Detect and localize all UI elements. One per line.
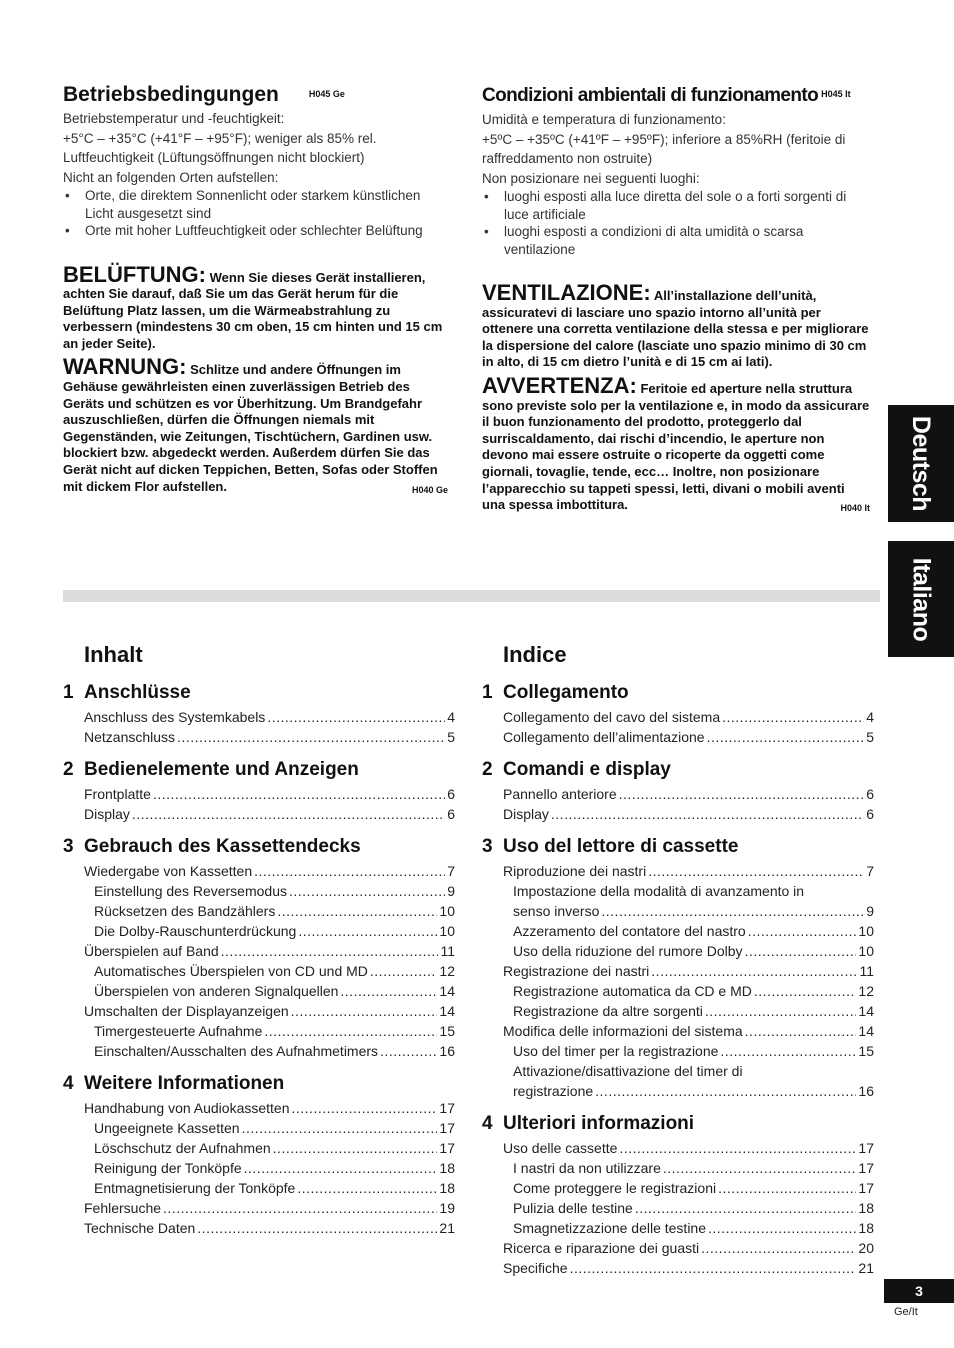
toc-leader-dots bbox=[153, 784, 445, 804]
toc-de-body bbox=[63, 682, 455, 1238]
toc-entry-page: 16 bbox=[858, 1083, 874, 1099]
toc-section-heading[interactable] bbox=[482, 759, 874, 781]
operating-bullets-de bbox=[63, 187, 448, 240]
toc-entry-page: 10 bbox=[439, 903, 455, 919]
toc-leader-dots bbox=[551, 804, 864, 824]
toc-leader-dots bbox=[705, 1001, 857, 1021]
toc-leader-dots bbox=[242, 1118, 438, 1138]
ventilation-heading-de: BELÜFTUNG: bbox=[63, 261, 206, 287]
toc-section-heading[interactable] bbox=[63, 836, 455, 858]
toc-leader-dots bbox=[267, 707, 445, 727]
toc-entry-page: 14 bbox=[858, 1003, 874, 1019]
toc-leader-dots bbox=[221, 941, 439, 961]
toc-leader-dots bbox=[298, 921, 437, 941]
toc-section-number: 1 bbox=[482, 682, 493, 703]
toc-entry-label: Specifiche bbox=[503, 1260, 568, 1276]
tab-deutsch[interactable] bbox=[888, 405, 954, 522]
italian-safety-column bbox=[482, 83, 870, 517]
toc-entry-page: 6 bbox=[866, 806, 874, 822]
toc-entry[interactable] bbox=[482, 1158, 874, 1178]
tab-deutsch-label: Deutsch bbox=[907, 415, 936, 512]
toc-section-number: 3 bbox=[63, 836, 74, 857]
toc-leader-dots bbox=[273, 1138, 438, 1158]
toc-entry-label: Frontplatte bbox=[84, 786, 151, 802]
toc-section-heading[interactable] bbox=[482, 1113, 874, 1135]
toc-entry[interactable] bbox=[482, 1041, 874, 1061]
toc-entry-page: 18 bbox=[439, 1160, 455, 1176]
toc-entry-label: Umschalten der Displayanzeigen bbox=[84, 1003, 289, 1019]
operating-conditions-heading-de bbox=[63, 83, 448, 106]
toc-leader-dots bbox=[197, 1218, 437, 1238]
toc-entry-label: Überspielen auf Band bbox=[84, 943, 219, 959]
list-item: • luoghi esposti alla luce diretta del sole o a forti sorgenti di luce artificiale bbox=[482, 188, 870, 223]
operating-code-it: H045 It bbox=[821, 89, 851, 99]
toc-leader-dots bbox=[595, 1081, 856, 1101]
toc-section-title: Gebrauch des Kassettendecks bbox=[84, 836, 361, 857]
toc-entry-page: 5 bbox=[447, 729, 455, 745]
toc-entry-label: Die Dolby-Rauschunterdrückung bbox=[94, 923, 297, 939]
toc-section-heading[interactable] bbox=[63, 1073, 455, 1095]
toc-entry-page: 17 bbox=[858, 1140, 874, 1156]
german-safety-column bbox=[63, 83, 448, 498]
toc-entry-label: Anschluss des Systemkabels bbox=[84, 709, 266, 725]
toc-entry-page: 14 bbox=[439, 983, 455, 999]
operating-code-de: H045 Ge bbox=[308, 89, 345, 99]
warning-code-de: H040 Ge bbox=[411, 484, 448, 495]
operating-bullets-it bbox=[482, 188, 870, 258]
toc-entry[interactable] bbox=[482, 1001, 874, 1021]
toc-it-body bbox=[482, 682, 874, 1278]
toc-entry-label: Registrazione da altre sorgenti bbox=[513, 1003, 703, 1019]
toc-entry-label: Uso delle cassette bbox=[503, 1140, 618, 1156]
toc-section-title: Weitere Informationen bbox=[84, 1073, 285, 1094]
toc-entry-page: 4 bbox=[447, 709, 455, 725]
toc-entry[interactable] bbox=[482, 784, 874, 804]
ventilation-block-de bbox=[63, 261, 448, 353]
toc-entry-page: 15 bbox=[858, 1043, 874, 1059]
ventilation-text-it: All’installazione dell’unità, assicuratevi di lasciare uno spazio intorno all’unità per ottenere una corretta ventilazione della stessa e per migliorare la dispersione del calore (lasciate uno spazio minimo di 30 cm in alto, di 15 cm dietro l’unità e di 15 cm ai lati). bbox=[482, 288, 869, 370]
toc-entry-label: Azzeramento del contatore del nastro bbox=[513, 923, 746, 939]
toc-leader-dots bbox=[277, 901, 437, 921]
tab-italiano[interactable] bbox=[888, 541, 954, 657]
toc-entry[interactable] bbox=[482, 861, 874, 881]
toc-entry-page: 10 bbox=[858, 943, 874, 959]
toc-leader-dots bbox=[163, 1198, 437, 1218]
toc-entry-label: Einschalten/Ausschalten des Aufnahmetimers bbox=[94, 1043, 379, 1059]
toc-entry[interactable] bbox=[482, 707, 874, 727]
toc-leader-dots bbox=[708, 1218, 856, 1238]
toc-entry[interactable] bbox=[63, 1138, 455, 1158]
toc-leader-dots bbox=[718, 1178, 856, 1198]
toc-leader-dots bbox=[254, 861, 445, 881]
list-item: • Orte, die direktem Sonnenlicht oder starkem künstlichen Licht ausgesetzt sind bbox=[63, 187, 448, 222]
language-code: Ge/It bbox=[894, 1306, 918, 1318]
toc-entry-label: Reinigung der Tonköpfe bbox=[94, 1160, 242, 1176]
toc-leader-dots bbox=[132, 804, 445, 824]
toc-entry[interactable] bbox=[482, 1061, 874, 1101]
toc-entry-page: 18 bbox=[858, 1200, 874, 1216]
toc-entry[interactable] bbox=[63, 784, 455, 804]
toc-entry[interactable] bbox=[63, 1198, 455, 1218]
list-item: • luoghi esposti a condizioni di alta umidità o scarsa ventilazione bbox=[482, 223, 870, 258]
toc-entry-page: 12 bbox=[858, 983, 874, 999]
ventilation-heading-it: VENTILAZIONE: bbox=[482, 280, 651, 305]
toc-entry-label: Come proteggere le registrazioni bbox=[513, 1180, 717, 1196]
toc-entry-page: 7 bbox=[447, 863, 455, 879]
toc-leader-dots bbox=[707, 727, 865, 747]
toc-entry-page: 6 bbox=[447, 786, 455, 802]
toc-entry-page: 21 bbox=[858, 1260, 874, 1276]
toc-entry-label: Rücksetzen des Bandzählers bbox=[94, 903, 276, 919]
toc-section-title: Bedienelemente und Anzeigen bbox=[84, 759, 359, 780]
toc-entry[interactable] bbox=[63, 1021, 455, 1041]
toc-entry-label: Ungeeignete Kassetten bbox=[94, 1120, 240, 1136]
toc-section-title: Comandi e display bbox=[503, 759, 671, 780]
toc-leader-dots bbox=[745, 941, 857, 961]
toc-entry-label-continued: senso inverso bbox=[513, 903, 600, 919]
toc-entry[interactable] bbox=[63, 707, 455, 727]
toc-leader-dots bbox=[264, 1021, 437, 1041]
warning-text-it: Feritoie ed aperture nella struttura sono previste solo per la ventilazione e, in modo da assicurare il buon funzionamento del prodotto, proteggerlo dal surriscaldamento, dai rischi d’incendio, le aperture non devono mai essere ostruite o ricoperte da oggetti come giornali, tovaglie, tende, ecc… Inoltre, non posizionare l’apparecchio su tappeti spessi, letti, divani o mobili aventi una spessa imbottitura. bbox=[482, 380, 870, 513]
toc-entry-page: 4 bbox=[866, 709, 874, 725]
toc-entry-label: Impostazione della modalità di avanzamento in bbox=[513, 883, 805, 899]
toc-section-number: 2 bbox=[63, 759, 74, 780]
toc-leader-dots bbox=[340, 981, 437, 1001]
toc-entry-page: 17 bbox=[858, 1160, 874, 1176]
toc-entry-label: Uso della riduzione del rumore Dolby bbox=[513, 943, 743, 959]
toc-entry-page: 18 bbox=[439, 1180, 455, 1196]
page-number: 3 bbox=[884, 1279, 954, 1303]
toc-entry-label: Handhabung von Audiokassetten bbox=[84, 1100, 290, 1116]
toc-entry[interactable] bbox=[63, 1001, 455, 1021]
toc-leader-dots bbox=[722, 707, 864, 727]
warning-code-it: H040 It bbox=[840, 503, 870, 514]
toc-leader-dots bbox=[651, 961, 857, 981]
toc-leader-dots bbox=[619, 1138, 856, 1158]
toc-entry[interactable] bbox=[482, 881, 874, 921]
toc-entry-continuation bbox=[513, 1081, 874, 1101]
toc-entry-page: 11 bbox=[859, 963, 874, 979]
toc-entry[interactable] bbox=[482, 1021, 874, 1041]
toc-entry-label: Automatisches Überspielen von CD und MD bbox=[94, 963, 368, 979]
toc-entry-page: 9 bbox=[866, 903, 874, 919]
toc-entry-page: 16 bbox=[439, 1043, 455, 1059]
toc-leader-dots bbox=[291, 1001, 438, 1021]
toc-italian bbox=[482, 642, 874, 1278]
toc-entry-label: Technische Daten bbox=[84, 1220, 196, 1236]
warning-heading-it: AVVERTENZA: bbox=[482, 372, 637, 398]
toc-entry-label: Pannello anteriore bbox=[503, 786, 617, 802]
toc-entry-page: 17 bbox=[439, 1100, 455, 1116]
toc-leader-dots bbox=[619, 784, 865, 804]
toc-section-heading[interactable] bbox=[63, 682, 455, 704]
warning-text-de: Schlitze und andere Öffnungen im Gehäuse gewährleisten einen zuverlässigen Betrieb des Geräts und schützen es vor Überhitzung. Um Brandgefahr auszuschließen, dürfen die Öffnungen niemals mit Gegenständen, wie Zeitungen, Tischtüchern, Gardinen usw. blockiert bzw. abgedeckt werden. Außerdem dürfen Sie das Gerät nicht auf dicken Teppichen, Betten, Sofas oder Stoffen mit dickem Flor aufstellen. bbox=[63, 362, 438, 494]
toc-entry-page: 18 bbox=[858, 1220, 874, 1236]
toc-entry-label-continued: registrazione bbox=[513, 1083, 594, 1099]
toc-title-de: Inhalt bbox=[84, 642, 143, 667]
toc-section-heading[interactable] bbox=[63, 759, 455, 781]
toc-section-heading[interactable] bbox=[482, 682, 874, 704]
toc-entry[interactable] bbox=[482, 941, 874, 961]
toc-entry-label: I nastri da non utilizzare bbox=[513, 1160, 661, 1176]
tab-italiano-label: Italiano bbox=[907, 557, 936, 641]
toc-entry[interactable] bbox=[63, 921, 455, 941]
toc-entry[interactable] bbox=[63, 1098, 455, 1118]
ventilation-text-de: Wenn Sie dieses Gerät installieren, achten Sie darauf, daß Sie um das Gerät herum für die Belüftung Platz lassen, um die Wärmeabstrahlung zu verbessern (mindestens 30 cm oben, 15 cm hinten und 15 cm an jeder Seite). bbox=[63, 269, 443, 351]
toc-entry-label: Entmagnetisierung der Tonköpfe bbox=[94, 1180, 296, 1196]
toc-entry[interactable] bbox=[63, 961, 455, 981]
toc-entry[interactable] bbox=[63, 1118, 455, 1138]
toc-entry[interactable] bbox=[63, 881, 455, 901]
toc-entry-page: 21 bbox=[439, 1220, 455, 1236]
toc-entry-label: Collegamento dell’alimentazione bbox=[503, 729, 705, 745]
toc-entry[interactable] bbox=[63, 1158, 455, 1178]
toc-entry-page: 17 bbox=[858, 1180, 874, 1196]
toc-leader-dots bbox=[177, 727, 445, 747]
toc-section-heading[interactable] bbox=[482, 836, 874, 858]
toc-entry-label: Einstellung des Reversemodus bbox=[94, 883, 287, 899]
toc-leader-dots bbox=[701, 1238, 856, 1258]
toc-entry[interactable] bbox=[482, 1258, 874, 1278]
toc-leader-dots bbox=[648, 861, 864, 881]
toc-entry-page: 17 bbox=[439, 1140, 455, 1156]
toc-entry[interactable] bbox=[482, 981, 874, 1001]
toc-entry-page: 10 bbox=[858, 923, 874, 939]
operating-title-de: Betriebsbedingungen bbox=[63, 83, 279, 106]
toc-entry-page: 20 bbox=[858, 1240, 874, 1256]
toc-entry[interactable] bbox=[63, 1218, 455, 1238]
toc-entry-label: Pulizia delle testine bbox=[513, 1200, 633, 1216]
toc-entry[interactable] bbox=[482, 1218, 874, 1238]
toc-leader-dots bbox=[292, 1098, 438, 1118]
toc-entry-label: Smagnetizzazione delle testine bbox=[513, 1220, 707, 1236]
toc-entry-page: 10 bbox=[439, 923, 455, 939]
toc-title-it: Indice bbox=[503, 642, 567, 667]
toc-section-number: 4 bbox=[482, 1113, 493, 1134]
toc-entry-label: Riproduzione dei nastri bbox=[503, 863, 647, 879]
toc-entry[interactable] bbox=[482, 727, 874, 747]
toc-leader-dots bbox=[570, 1258, 857, 1278]
toc-entry[interactable] bbox=[482, 921, 874, 941]
toc-entry[interactable] bbox=[482, 961, 874, 981]
toc-entry-label: Netzanschluss bbox=[84, 729, 176, 745]
toc-section-number: 4 bbox=[63, 1073, 74, 1094]
toc-entry-page: 6 bbox=[447, 806, 455, 822]
toc-entry-label: Wiedergabe von Kassetten bbox=[84, 863, 253, 879]
toc-leader-dots bbox=[297, 1178, 437, 1198]
toc-entry-page: 11 bbox=[440, 943, 455, 959]
toc-section-title: Ulteriori informazioni bbox=[503, 1113, 695, 1134]
toc-entry[interactable] bbox=[63, 941, 455, 961]
toc-entry[interactable] bbox=[63, 981, 455, 1001]
warning-block-de bbox=[63, 356, 448, 495]
toc-leader-dots bbox=[720, 1041, 856, 1061]
list-item: • Orte mit hoher Luftfeuchtigkeit oder schlechter Belüftung bbox=[63, 222, 448, 240]
toc-entry-label: Timergesteuerte Aufnahme bbox=[94, 1023, 263, 1039]
toc-entry-page: 6 bbox=[866, 786, 874, 802]
toc-leader-dots bbox=[380, 1041, 437, 1061]
toc-entry-page: 14 bbox=[439, 1003, 455, 1019]
operating-text-de: Betriebstemperatur und -feuchtigkeit: +5°C – +35°C (+41°F – +95°F); weniger als 85% rel. Luftfeuchtigkeit (Lüftungsöffnungen nicht blockiert) Nicht an folgenden Orten aufstellen: bbox=[63, 111, 377, 185]
toc-entry-label: Modifica delle informazioni del sistema bbox=[503, 1023, 743, 1039]
toc-leader-dots bbox=[745, 1021, 857, 1041]
toc-entry-page: 19 bbox=[439, 1200, 455, 1216]
toc-entry[interactable] bbox=[482, 1198, 874, 1218]
toc-entry-label: Registrazione dei nastri bbox=[503, 963, 650, 979]
toc-leader-dots bbox=[601, 901, 864, 921]
toc-entry-label: Registrazione automatica da CD e MD bbox=[513, 983, 752, 999]
toc-leader-dots bbox=[663, 1158, 857, 1178]
toc-entry[interactable] bbox=[63, 804, 455, 824]
toc-entry-label: Collegamento del cavo del sistema bbox=[503, 709, 721, 725]
toc-section-title: Collegamento bbox=[503, 682, 629, 703]
toc-entry[interactable] bbox=[482, 804, 874, 824]
ventilation-block-it bbox=[482, 282, 870, 371]
toc-entry-label: Display bbox=[503, 806, 549, 822]
toc-entry-page: 9 bbox=[447, 883, 455, 899]
toc-german bbox=[63, 642, 455, 1238]
toc-entry[interactable] bbox=[63, 1041, 455, 1061]
section-divider bbox=[63, 590, 880, 602]
toc-entry-label: Display bbox=[84, 806, 130, 822]
toc-entry-page: 14 bbox=[858, 1023, 874, 1039]
toc-entry-page: 15 bbox=[439, 1023, 455, 1039]
toc-entry[interactable] bbox=[63, 727, 455, 747]
toc-entry-label: Überspielen von anderen Signalquellen bbox=[94, 983, 339, 999]
toc-entry-page: 12 bbox=[439, 963, 455, 979]
toc-entry[interactable] bbox=[482, 1238, 874, 1258]
toc-section-number: 1 bbox=[63, 682, 74, 703]
warning-heading-de: WARNUNG: bbox=[63, 354, 187, 380]
toc-entry-label: Löschschutz der Aufnahmen bbox=[94, 1140, 271, 1156]
toc-entry[interactable] bbox=[63, 1178, 455, 1198]
toc-leader-dots bbox=[289, 881, 445, 901]
toc-entry-label: Attivazione/disattivazione del timer di bbox=[513, 1063, 743, 1079]
toc-leader-dots bbox=[754, 981, 857, 1001]
toc-leader-dots bbox=[244, 1158, 438, 1178]
toc-entry-label: Uso del timer per la registrazione bbox=[513, 1043, 719, 1059]
toc-leader-dots bbox=[748, 921, 857, 941]
operating-title-it: Condizioni ambientali di funzionamento bbox=[482, 85, 819, 106]
toc-entry-continuation bbox=[513, 901, 874, 921]
toc-leader-dots bbox=[370, 961, 438, 981]
toc-entry[interactable] bbox=[482, 1138, 874, 1158]
warning-block-it bbox=[482, 372, 870, 514]
toc-entry-page: 7 bbox=[866, 863, 874, 879]
toc-section-title: Uso del lettore di cassette bbox=[503, 836, 739, 857]
toc-entry-label: Fehlersuche bbox=[84, 1200, 162, 1216]
toc-entry-page: 17 bbox=[439, 1120, 455, 1136]
toc-section-title: Anschlüsse bbox=[84, 682, 191, 703]
toc-entry-page: 5 bbox=[866, 729, 874, 745]
toc-entry[interactable] bbox=[63, 861, 455, 881]
operating-text-it: Umidità e temperatura di funzionamento: +5ºC – +35ºC (+41ºF – +95ºF); inferiore a 85%RH (feritoie di raffreddamento non ostruite) Non posizionare nei seguenti luoghi: bbox=[482, 112, 846, 186]
toc-entry[interactable] bbox=[63, 901, 455, 921]
toc-section-number: 3 bbox=[482, 836, 493, 857]
toc-entry-label: Ricerca e riparazione dei guasti bbox=[503, 1240, 700, 1256]
toc-entry[interactable] bbox=[482, 1178, 874, 1198]
toc-section-number: 2 bbox=[482, 759, 493, 780]
toc-leader-dots bbox=[635, 1198, 857, 1218]
operating-conditions-heading-it bbox=[482, 83, 870, 107]
